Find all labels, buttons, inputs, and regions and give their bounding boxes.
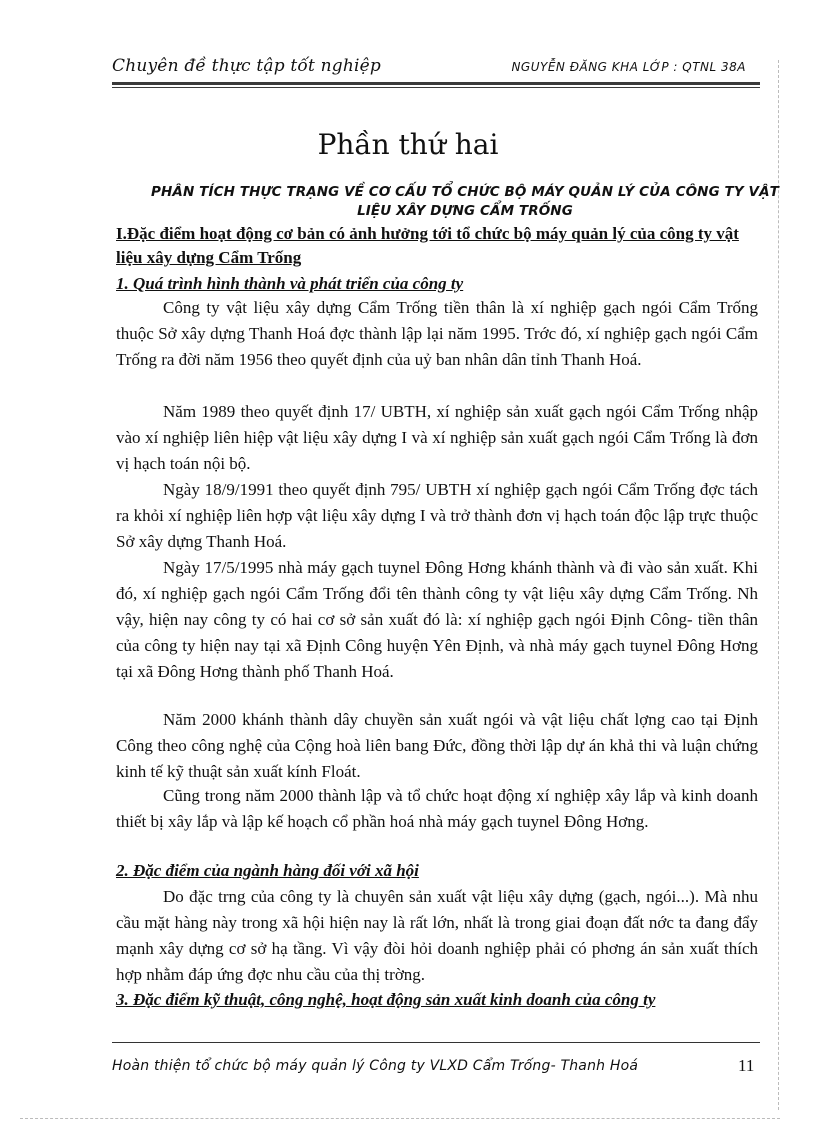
- paragraph: Cũng trong năm 2000 thành lập và tổ chức hoạt động xí nghiệp xây lắp và kinh doanh thiết bị xây lắp và lập kế hoạch cổ phần hoá nhà máy gạch tuynel Đông Hơng.: [116, 786, 758, 831]
- paragraph: Công ty vật liệu xây dựng Cẩm Trống tiền thân là xí nghiệp gạch ngói Cẩm Trống thuộc Sở xây dựng Thanh Hoá đợc thành lập lại năm 1995. Trớc đó, xí nghiệp gạch ngói Cẩm Trống ra đời năm 1956 theo quyết định của uỷ ban nhân dân tỉnh Thanh Hoá.: [116, 298, 758, 369]
- paragraph: Năm 2000 khánh thành dây chuyền sản xuất ngói và vật liệu chất lợng cao tại Định Công theo công nghệ của Cộng hoà liên bang Đức, đồng thời lập dự án khả thi và luận chứng kinh tế kỹ thuật sản xuất kính Floát.: [116, 710, 758, 781]
- page-header: [112, 52, 752, 86]
- header-document-type: Chuyên đề thực tập tốt nghiệp: [112, 56, 382, 76]
- footer-title: Hoàn thiện tổ chức bộ máy quản lý Công ty VLXD Cẩm Trống- Thanh Hoá: [112, 1058, 639, 1074]
- page-number: 11: [738, 1056, 755, 1075]
- paragraph: Năm 1989 theo quyết định 17/ UBTH, xí nghiệp sản xuất gạch ngói Cẩm Trống nhập vào xí nghiệp liên hiệp vật liệu xây dựng I và xí nghiệp sản xuất gạch ngói Cẩm Trống là đơn vị hạch toán nội bộ.: [116, 402, 758, 473]
- section-heading-I: I.Đặc điểm hoạt động cơ bản có ảnh hưởng tới tổ chức bộ máy quản lý của công ty vật liệu xây dựng Cẩm Trống: [116, 224, 739, 267]
- section-heading-2: 2. Đặc điểm của ngành hàng đối với xã hội: [116, 861, 419, 880]
- page-border-bottom: [20, 1118, 780, 1120]
- paragraph: Do đặc trng của công ty là chuyên sản xuất vật liệu xây dựng (gạch, ngói...). Mà nhu cầu mặt hàng này trong xã hội hiện nay là rất lớn, nhất là trong giai đoạn đất nớc ta đang đẩy mạnh xây dựng cơ sở hạ tầng. Vì vậy đòi hỏi doanh nghiệp phải có phơng án sản xuất thích hợp nhằm đáp ứng đợc nhu cầu của thị trờng.: [116, 887, 758, 984]
- header-rule-thin: [112, 87, 760, 88]
- footer-rule: [112, 1042, 760, 1043]
- header-author: NGUYỄN ĐĂNG KHA LỚP : QTNL 38A: [511, 60, 746, 74]
- paragraph: Ngày 18/9/1991 theo quyết định 795/ UBTH xí nghiệp gạch ngói Cẩm Trống đợc tách ra khỏi xí nghiệp liên hợp vật liệu xây dựng I và trở thành đơn vị hạch toán độc lập trực thuộc Sở xây dựng Thanh Hoá.: [116, 480, 758, 551]
- section-heading-3: 3. Đặc điểm kỹ thuật, công nghệ, hoạt động sản xuất kinh doanh của công ty: [116, 990, 656, 1009]
- part-title: Phần thứ hai: [317, 128, 499, 161]
- paragraph: Ngày 17/5/1995 nhà máy gạch tuynel Đông Hơng khánh thành và đi vào sản xuất. Khi đó, xí nghiệp gạch ngói Cẩm Trống đổi tên thành công ty vật liệu xây dựng Cẩm Trống. Nh vậy, hiện nay công ty có hai cơ sở sản xuất đó là: xí nghiệp gạch ngói Định Công- tiền thân của công ty hiện nay tại xã Định Công huyện Yên Định, và nhà máy gạch tuynel Đông Hơng tại xã Đông Hơng thành phố Thanh Hoá.: [116, 558, 758, 681]
- section-heading-1: 1. Quá trình hình thành và phát triển của công ty: [116, 274, 464, 293]
- header-rule: [112, 82, 760, 85]
- chapter-subtitle: PHÂN TÍCH THỰC TRẠNG VỀ CƠ CẤU TỔ CHỨC BỘ MÁY QUẢN LÝ CỦA CÔNG TY VẬT LIỆU XÂY DỰNG CẨM TRỐNG: [151, 184, 779, 219]
